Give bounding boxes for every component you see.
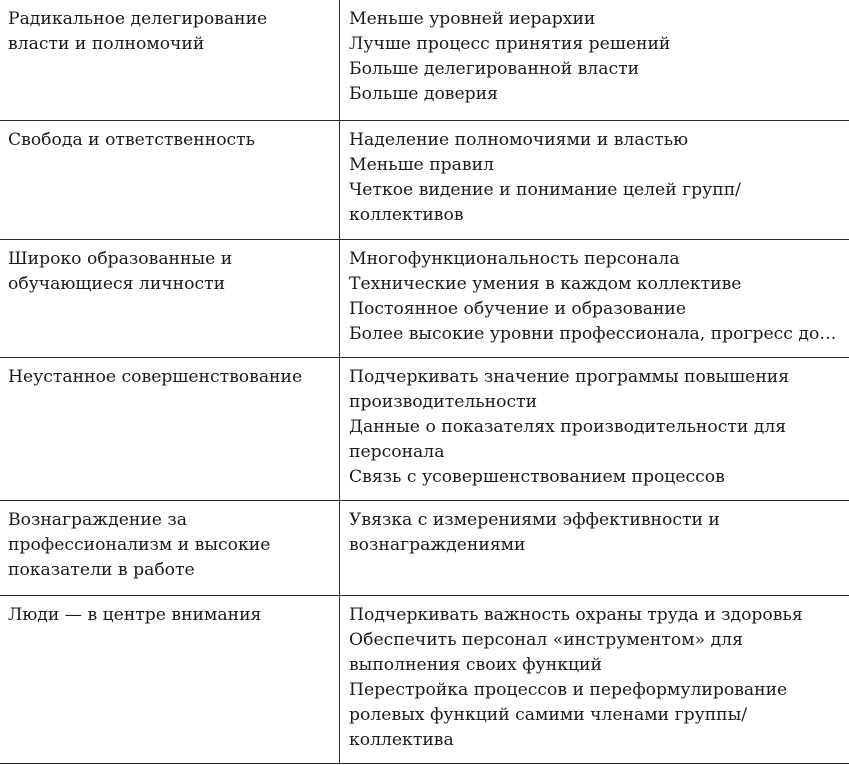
- row-detail-line: ролевых функций самими членами группы/: [349, 705, 748, 725]
- row-heading-line: профессионализм и высокие: [8, 535, 271, 555]
- table-row: [0, 501, 849, 596]
- row-heading-line: власти и полномочий: [8, 34, 205, 54]
- row-heading-cell: [0, 0, 340, 120]
- row-detail-line: Постоянное обучение и образование: [349, 299, 687, 319]
- row-detail-line: Меньше уровней иерархии: [349, 9, 596, 29]
- row-heading-line: Радикальное делегирование: [8, 9, 268, 29]
- row-detail-line: Многофункциональность персонала: [349, 249, 680, 269]
- row-detail-line: коллектива: [349, 730, 454, 750]
- row-details-cell: [340, 0, 849, 107]
- row-detail-line: Больше делегированной власти: [349, 59, 640, 79]
- row-heading-cell: [0, 121, 340, 239]
- row-details-cell: [340, 121, 849, 228]
- row-detail-line: Подчеркивать значение программы повышения: [349, 367, 790, 387]
- table-row: [0, 240, 849, 358]
- row-heading-line: обучающиеся личности: [8, 274, 226, 294]
- row-heading-line: Люди — в центре внимания: [8, 605, 262, 625]
- row-heading-cell: [0, 596, 340, 763]
- row-details-cell: [340, 240, 849, 347]
- row-detail-line: коллективов: [349, 205, 464, 225]
- row-detail-line: вознаграждениями: [349, 535, 526, 555]
- row-detail-line: выполнения своих функций: [349, 655, 602, 675]
- row-heading-cell: [0, 501, 340, 595]
- row-heading-line: Неустанное совершенствование: [8, 367, 303, 387]
- table-row: [0, 121, 849, 240]
- row-detail-line: Увязка с измерениями эффективности и: [349, 510, 720, 530]
- row-detail-line: Обеспечить персонал «инструментом» для: [349, 630, 743, 650]
- row-detail-line: Наделение полномочиями и властью: [349, 130, 689, 150]
- row-detail-line: персонала: [349, 442, 445, 462]
- row-detail-line: Меньше правил: [349, 155, 494, 175]
- row-heading-cell: [0, 240, 340, 357]
- row-detail-line: Данные о показателях производительности для: [349, 417, 787, 437]
- row-detail-line: Больше доверия: [349, 84, 498, 104]
- row-heading-line: Вознаграждение за: [8, 510, 188, 530]
- row-detail-line: Подчеркивать важность охраны труда и здоровья: [349, 605, 803, 625]
- row-detail-line: Технические умения в каждом коллективе: [349, 274, 742, 294]
- row-detail-line: Перестройка процессов и переформулирование: [349, 680, 788, 700]
- row-heading-line: Свобода и ответственность: [8, 130, 256, 150]
- row-detail-line: Четкое видение и понимание целей групп/: [349, 180, 741, 200]
- row-details-cell: [340, 596, 849, 753]
- row-details-cell: [340, 358, 849, 490]
- row-detail-line: Более высокие уровни профессионала, прогресс до…: [349, 324, 837, 344]
- row-heading-cell: [0, 358, 340, 500]
- table-row: [0, 0, 849, 121]
- row-details-cell: [340, 501, 849, 558]
- table-row: [0, 596, 849, 764]
- table-row: [0, 358, 849, 501]
- row-detail-line: Связь с усовершенствованием процессов: [349, 467, 725, 487]
- row-heading-line: показатели в работе: [8, 560, 195, 580]
- row-heading-line: Широко образованные и: [8, 249, 233, 269]
- row-detail-line: Лучше процесс принятия решений: [349, 34, 671, 54]
- row-detail-line: производительности: [349, 392, 538, 412]
